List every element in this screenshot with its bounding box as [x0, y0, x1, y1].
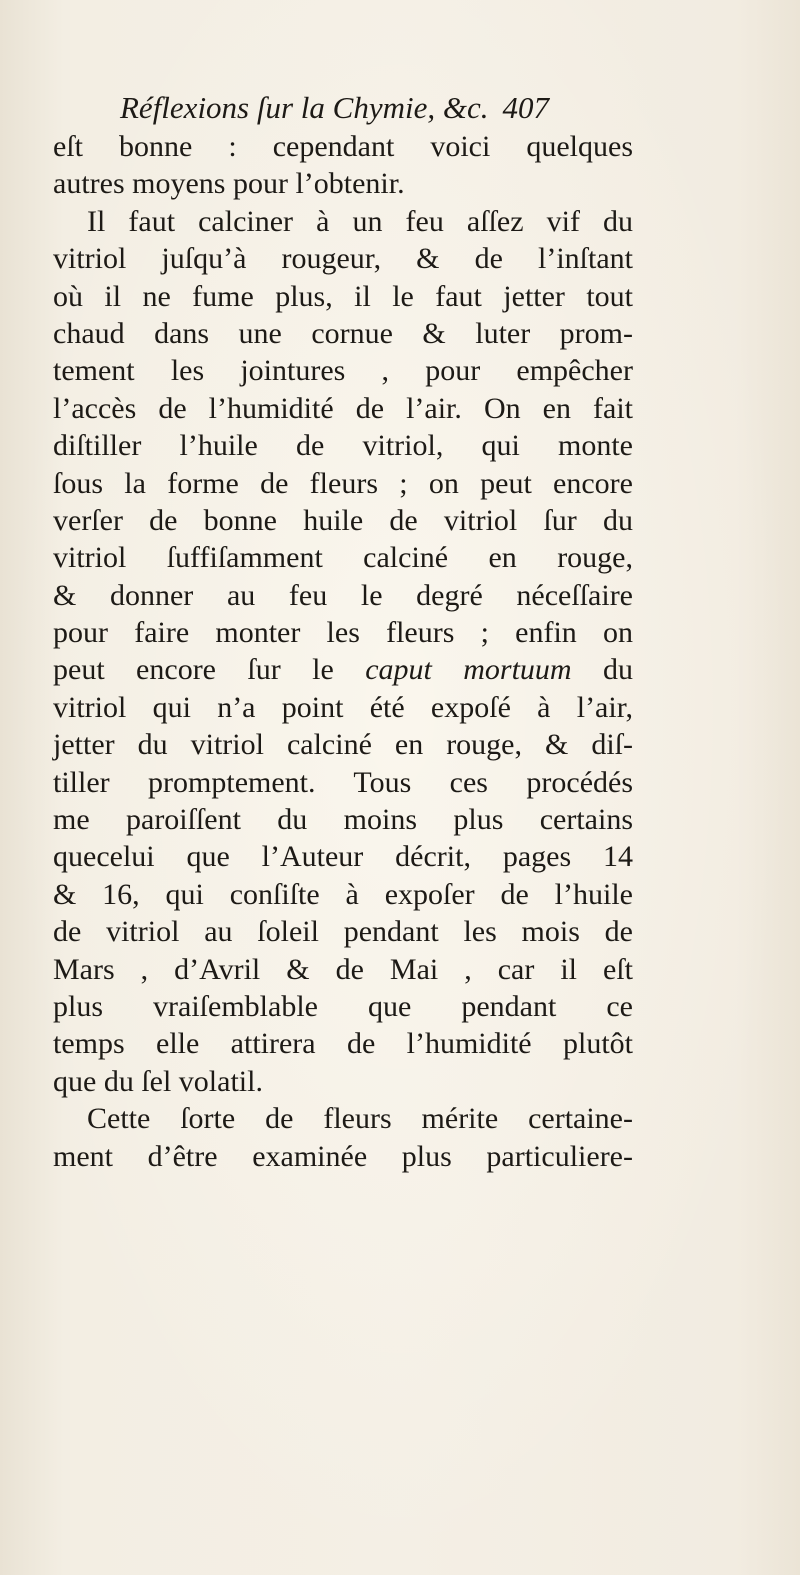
text-line: vitriol ſuffiſamment calciné en rouge,: [53, 541, 633, 575]
text-line: Il faut calciner à un feu aſſez vif du: [87, 204, 633, 238]
text-line: ſous la forme de fleurs ; on peut encore: [53, 466, 633, 500]
body-text: [53, 128, 633, 1175]
text-line: où il ne fume plus, il le faut jetter tout: [53, 279, 633, 313]
text-line: vitriol juſqu’à rougeur, & de l’inſtant: [53, 242, 633, 276]
text-line: tement les jointures , pour empêcher: [53, 354, 633, 388]
text-line: quecelui que l’Auteur décrit, pages 14: [53, 840, 633, 874]
page-number: 407: [502, 90, 549, 125]
italic-term: caput mortuum: [365, 653, 572, 687]
text-line: temps elle attirera de l’humidité plutôt: [53, 1027, 633, 1061]
text-line: me paroiſſent du moins plus certains: [53, 803, 633, 837]
text-segment: du: [571, 653, 633, 687]
text-line: eſt bonne : cependant voici quelques: [53, 130, 633, 163]
text-line: pour faire monter les fleurs ; enfin on: [53, 616, 633, 650]
text-line: plus vraiſemblable que pendant ce: [53, 989, 633, 1023]
text-line-caput-mortuum: [53, 651, 633, 688]
text-segment: peut encore ſur le: [53, 653, 366, 687]
text-line: Cette ſorte de fleurs mérite certaine-: [87, 1102, 633, 1136]
text-line: tiller promptement. Tous ces procédés: [53, 765, 633, 799]
text-line: vitriol qui n’a point été expoſé à l’air,: [53, 690, 633, 724]
text-line: diſtiller l’huile de vitriol, qui monte: [53, 429, 633, 463]
text-line: Mars , d’Avril & de Mai , car il eſt: [53, 952, 633, 986]
text-line: que du ſel volatil.: [53, 1064, 263, 1098]
text-line: verſer de bonne huile de vitriol ſur du: [53, 503, 633, 537]
text-line: de vitriol au ſoleil pendant les mois de: [53, 915, 633, 949]
text-line: l’accès de l’humidité de l’air. On en fait: [53, 391, 633, 425]
text-line: chaud dans une cornue & luter prom-: [53, 316, 633, 350]
text-line: jetter du vitriol calciné en rouge, & diſ-: [53, 728, 633, 762]
text-line: ment d’être examinée plus particuliere-: [53, 1139, 633, 1173]
page-header: [120, 88, 620, 128]
text-line: autres moyens pour l’obtenir.: [53, 167, 405, 201]
running-title: Réflexions ſur la Chymie, &c.: [120, 90, 489, 125]
text-line: & donner au feu le degré néceſſaire: [53, 578, 633, 612]
text-line: & 16, qui conſiſte à expoſer de l’huile: [53, 877, 633, 911]
